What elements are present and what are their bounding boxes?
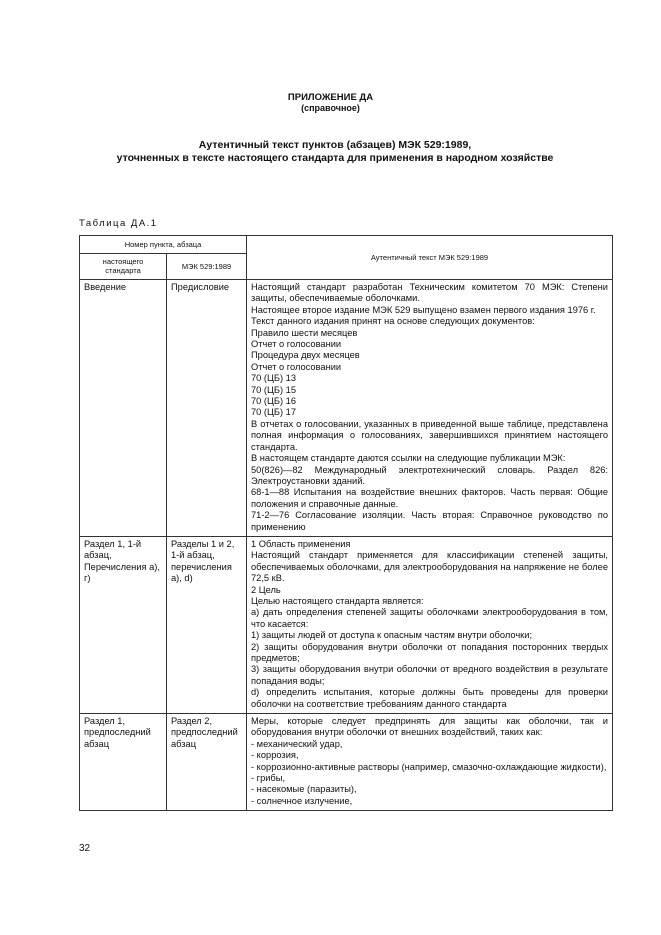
text-line: 50(826)—82 Международный электротехнический словарь. Раздел 826: Электроустановки зданий.	[251, 464, 608, 486]
header-this-standard: настоящего стандарта	[80, 254, 167, 280]
text-line: 1 Область применения	[251, 538, 351, 549]
table-caption: Таблица ДА.1	[79, 218, 158, 229]
cell-authentic-text	[247, 536, 613, 713]
text-line: 1) защиты людей от доступа к опасным частям внутри оболочки;	[251, 630, 533, 641]
appendix-subtitle: (справочное)	[301, 103, 360, 113]
document-title-line-2: уточненных в тексте настоящего стандарта для применения в народном хозяйстве	[116, 152, 554, 164]
text-line: В отчетах о голосовании, указанных в приведенной выше таблице, представлена полная информация о голосованиях, завершившихся принятием настоящего стандарта.	[251, 418, 608, 452]
text-line: - коррозия,	[251, 750, 299, 761]
text-line: 68-1—88 Испытания на воздействие внешних факторов. Часть первая: Общие положения и справочные данные.	[251, 487, 608, 509]
table-row	[80, 714, 613, 811]
document-title-line-1: Аутентичный текст пунктов (абзацев) МЭК 529:1989,	[198, 139, 472, 151]
text-line: Текст данного издания принят на основе следующих документов:	[251, 316, 535, 327]
text-line: а) дать определения степеней защиты оболочками электрооборудования в том, что касается:	[251, 607, 608, 629]
cell-authentic-text	[247, 280, 613, 537]
text-line: - насекомые (паразиты),	[251, 784, 357, 795]
text-line: - коррозионно-активные растворы (например, смазочно-охлаждающие жидкости),	[251, 761, 607, 772]
cell-authentic-text	[247, 714, 613, 811]
text-line: Отчет о голосовании	[251, 361, 342, 372]
text-line: 2) защиты оборудования внутри оболочки от попадания посторонних твердых предметов;	[251, 641, 608, 663]
cell-this-standard: Введение	[80, 280, 167, 537]
cell-iec: Предисловие	[167, 280, 247, 537]
text-line: Меры, которые следует предпринять для защиты как оболочки, так и оборудования внутри оболочки от внешних воздействий, таких как:	[251, 716, 608, 738]
text-line: 2 Цель	[251, 584, 281, 595]
correspondence-table	[79, 235, 613, 811]
text-line: - грибы,	[251, 773, 286, 784]
text-line: d) определить испытания, которые должны быть проведены для проверки оболочки на соответствие требованиям данного стандарта	[251, 687, 608, 709]
text-line: Целью настоящего стандарта является:	[251, 595, 424, 606]
cell-iec: Раздел 2, предпоследний абзац	[167, 714, 247, 811]
text-line: Настоящий стандарт применяется для классификации степеней защиты, обеспечиваемых оболочками, для электрооборудования на напряжение не более 72,5 кВ.	[251, 550, 608, 584]
table-body	[80, 280, 613, 811]
text-line: Процедура двух месяцев	[251, 350, 360, 361]
text-line: Настоящее второе издание МЭК 529 выпущено взамен первого издания 1976 г.	[251, 304, 596, 315]
header-authentic-text: Аутентичный текст МЭК 529:1989	[247, 236, 613, 280]
text-line: 70 (ЦБ) 15	[251, 384, 297, 395]
table-row	[80, 280, 613, 537]
text-line: 71-2—76 Согласование изоляции. Часть вторая: Справочное руководство по применению	[251, 510, 608, 532]
text-line: Настоящий стандарт разработан Техническим комитетом 70 МЭК: Степени защиты, обеспечиваемые оболочками.	[251, 282, 608, 304]
cell-this-standard: Раздел 1, предпоследний абзац	[80, 714, 167, 811]
text-line: - солнечное излучение,	[251, 795, 353, 806]
table-row	[80, 536, 613, 713]
header-iec: МЭК 529:1989	[167, 254, 247, 280]
text-line: 3) защиты оборудования внутри оболочки от вредного воздействия в результате попадания воды;	[251, 664, 608, 686]
text-line: 70 (ЦБ) 17	[251, 407, 297, 418]
text-line: Отчет о голосовании	[251, 339, 342, 350]
header-group: Номер пункта, абзаца	[80, 236, 247, 254]
text-line: В настоящем стандарте даются ссылки на следующие публикации МЭК:	[251, 453, 566, 464]
cell-this-standard: Раздел 1, 1-й абзац, Перечисления а), г)	[80, 536, 167, 713]
cell-iec: Разделы 1 и 2, 1-й абзац, перечисления а), d)	[167, 536, 247, 713]
document-title	[90, 139, 580, 165]
text-line: 70 (ЦБ) 13	[251, 373, 297, 384]
appendix-title: ПРИЛОЖЕНИЕ ДА	[287, 92, 374, 103]
text-line: Правило шести месяцев	[251, 327, 358, 338]
text-line: - механический удар,	[251, 738, 343, 749]
text-line: 70 (ЦБ) 16	[251, 396, 297, 407]
page-number: 32	[79, 843, 91, 854]
